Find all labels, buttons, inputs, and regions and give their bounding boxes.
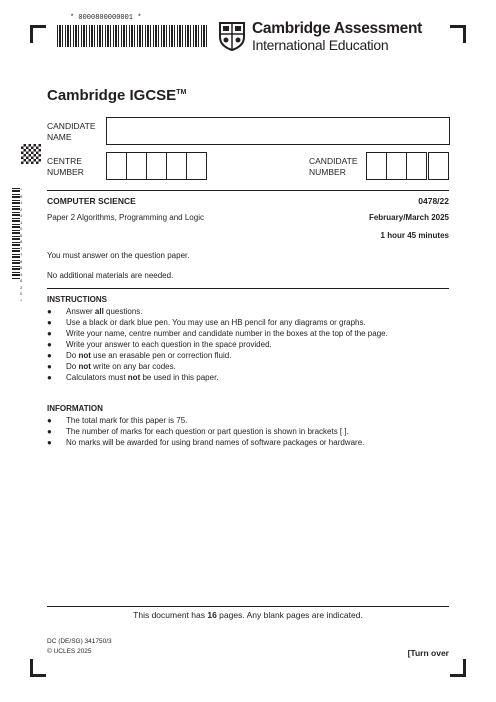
instruction-text: write on any bar codes. bbox=[90, 362, 176, 371]
centre-number-digit-box[interactable] bbox=[166, 152, 187, 180]
top-barcode bbox=[57, 25, 207, 47]
logo-subtitle: International Education bbox=[252, 37, 389, 53]
bullet-icon: ● bbox=[47, 351, 52, 360]
list-item bbox=[47, 437, 364, 448]
page-count-text: This document has bbox=[133, 610, 208, 620]
divider bbox=[47, 190, 449, 191]
trademark-symbol: TM bbox=[176, 89, 187, 96]
information-text: The number of marks for each question or part question is shown in brackets [ ]. bbox=[66, 427, 349, 436]
bullet-icon: ● bbox=[47, 438, 52, 447]
candidate-number-digit-box[interactable] bbox=[366, 152, 387, 180]
information-list bbox=[47, 415, 364, 448]
subject-name: COMPUTER SCIENCE bbox=[47, 196, 136, 206]
bullet-icon: ● bbox=[47, 427, 52, 436]
divider bbox=[47, 606, 449, 607]
qr-code bbox=[21, 144, 41, 164]
instruction-emphasis: not bbox=[127, 373, 141, 382]
candidate-name-label: CANDIDATE NAME bbox=[47, 121, 96, 142]
list-item bbox=[47, 426, 364, 437]
instruction-emphasis: not bbox=[78, 362, 91, 371]
side-barcode bbox=[12, 188, 20, 280]
list-item bbox=[47, 328, 388, 339]
centre-number-digit-box[interactable] bbox=[146, 152, 167, 180]
instruction-text: Use a black or dark blue pen. You may use an HB pencil for any diagrams or graphs. bbox=[66, 318, 366, 327]
candidate-name-field[interactable] bbox=[106, 117, 450, 145]
corner-mark-top-left-v bbox=[30, 25, 33, 43]
candidate-number-label: CANDIDATE NUMBER bbox=[309, 156, 358, 177]
list-item bbox=[47, 361, 388, 372]
instruction-text: Write your answer to each question in the space provided. bbox=[66, 340, 272, 349]
instruction-text: use an erasable pen or correction fluid. bbox=[90, 351, 232, 360]
bullet-icon: ● bbox=[47, 329, 52, 338]
instruction-emphasis: all bbox=[94, 307, 104, 316]
instruction-text: Calculators must bbox=[66, 373, 128, 382]
bullet-icon: ● bbox=[47, 362, 52, 371]
turn-over: [Turn over bbox=[407, 648, 449, 658]
information-text: The total mark for this paper is 75. bbox=[66, 416, 188, 425]
syllabus-code: 0478/22 bbox=[418, 196, 449, 206]
instruction-text: Answer bbox=[66, 307, 95, 316]
bullet-icon: ● bbox=[47, 318, 52, 327]
candidate-number-digit-box[interactable] bbox=[386, 152, 407, 180]
exam-session: February/March 2025 bbox=[368, 213, 449, 222]
instructions-heading: INSTRUCTIONS bbox=[47, 295, 107, 304]
qualification-title bbox=[47, 87, 186, 104]
page-count-notice bbox=[0, 610, 496, 620]
candidate-number-digit-box[interactable] bbox=[406, 152, 427, 180]
corner-mark-bottom-right-v bbox=[463, 659, 466, 677]
centre-number-digit-box[interactable] bbox=[186, 152, 207, 180]
information-heading: INFORMATION bbox=[47, 404, 103, 413]
instruction-emphasis: not bbox=[78, 351, 91, 360]
list-item bbox=[47, 306, 388, 317]
divider bbox=[47, 288, 449, 289]
information-text: No marks will be awarded for using brand names of software packages or hardware. bbox=[66, 438, 365, 447]
centre-number-label: CENTRE NUMBER bbox=[47, 156, 84, 177]
bullet-icon: ● bbox=[47, 340, 52, 349]
barcode-number: * 0000800000001 * bbox=[70, 14, 142, 22]
bullet-icon: ● bbox=[47, 307, 52, 316]
centre-number-digit-box[interactable] bbox=[126, 152, 147, 180]
candidate-number-digit-box[interactable] bbox=[428, 152, 449, 180]
centre-number-digit-box[interactable] bbox=[106, 152, 127, 180]
paper-title: Paper 2 Algorithms, Programming and Logic bbox=[47, 213, 204, 222]
list-item bbox=[47, 339, 388, 350]
materials-line-1: You must answer on the question paper. bbox=[47, 251, 190, 260]
instruction-text: Do bbox=[66, 362, 79, 371]
exam-duration: 1 hour 45 minutes bbox=[380, 231, 449, 240]
document-reference: DC (DE/SG) 341750/3 bbox=[47, 638, 112, 645]
page-count-text: pages. Any blank pages are indicated. bbox=[216, 610, 363, 620]
bullet-icon: ● bbox=[47, 373, 52, 382]
instruction-text: Write your name, centre number and candidate number in the boxes at the top of the page. bbox=[66, 329, 388, 338]
instructions-list bbox=[47, 306, 388, 383]
list-item bbox=[47, 350, 388, 361]
list-item bbox=[47, 317, 388, 328]
logo-title: Cambridge Assessment bbox=[252, 20, 423, 37]
instruction-text: questions. bbox=[103, 307, 143, 316]
bullet-icon: ● bbox=[47, 416, 52, 425]
title-text: Cambridge IGCSE bbox=[47, 87, 177, 104]
copyright: © UCLES 2025 bbox=[47, 648, 92, 655]
instruction-text: be used in this paper. bbox=[140, 373, 219, 382]
side-barcode-digits: * 0 1 2 4 1 5 9 8 7 7 8 9 4 6 2 5 * bbox=[20, 189, 23, 304]
list-item bbox=[47, 415, 364, 426]
list-item bbox=[47, 372, 388, 383]
materials-line-2: No additional materials are needed. bbox=[47, 271, 174, 280]
cambridge-shield-logo-icon bbox=[217, 21, 247, 51]
corner-mark-bottom-left-v bbox=[30, 659, 33, 677]
corner-mark-top-right-v bbox=[463, 25, 466, 43]
page-count: 16 bbox=[207, 610, 217, 620]
instruction-text: Do bbox=[66, 351, 79, 360]
